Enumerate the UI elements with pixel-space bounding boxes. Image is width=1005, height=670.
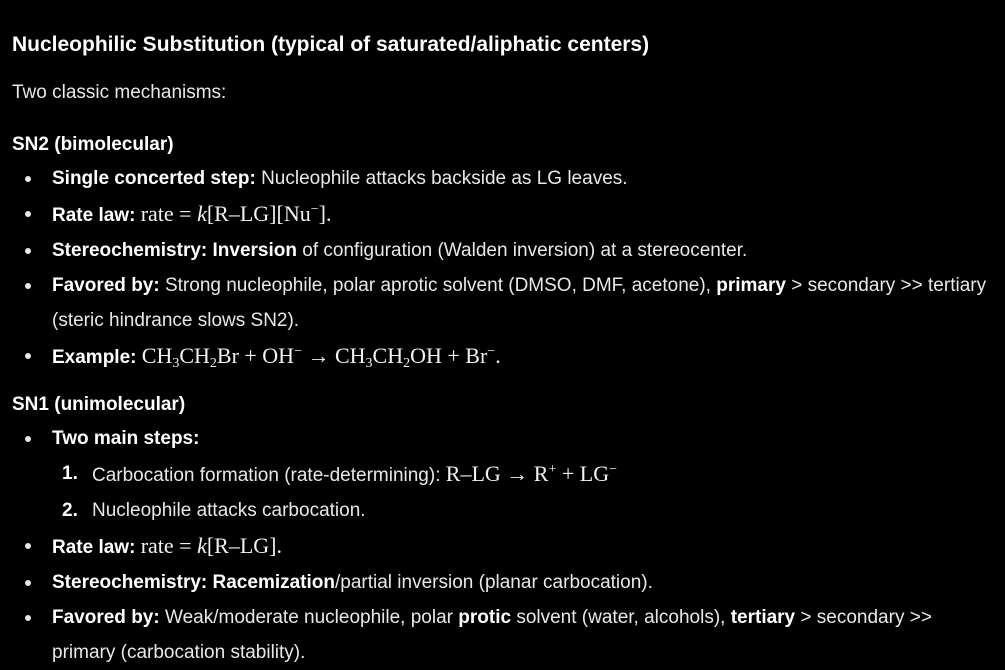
intro-text: Two classic mechanisms: [12, 82, 227, 103]
sn1-steps-list [52, 456, 997, 528]
list-item [12, 196, 997, 233]
sn1-heading: SN1 (unimolecular) [12, 394, 186, 415]
list-item [12, 268, 997, 338]
section-title: Nucleophilic Substitution (typical of saturated/aliphatic centers) [12, 33, 650, 56]
step-number: 2. [62, 500, 78, 521]
sn2-stereo-keyword: Inversion [212, 240, 297, 261]
sn1-favored-label: Favored by: [52, 607, 160, 628]
sn2-step-label: Single concerted step: [52, 168, 256, 189]
sn2-example-label: Example: [52, 347, 137, 368]
sn1-favored-text-2: solvent (water, alcohols), [516, 607, 726, 628]
sn1-step2-text: Nucleophile attacks carbocation. [92, 500, 366, 521]
sn1-rate-label: Rate law: [52, 537, 136, 558]
list-item [12, 338, 997, 375]
sn2-step-text: Nucleophile attacks backside as LG leaves. [261, 168, 628, 189]
sn2-rate-label: Rate law: [52, 205, 136, 226]
sn1-favored-keyword-1: protic [458, 607, 512, 628]
sn1-favored-keyword-2: tertiary [730, 607, 796, 628]
sn2-stereo-text: of configuration (Walden inversion) at a stereocenter. [302, 240, 748, 261]
sn1-favored-text-3: > secondary >> primary (carbocation stability). [52, 607, 932, 663]
sn1-step1-text: Carbocation formation (rate-determining): [92, 465, 441, 486]
sn1-stereo-text: /partial inversion (planar carbocation). [335, 572, 653, 593]
sn1-rate-equation: rate = k[R–LG]. [140, 533, 282, 558]
sn2-list [12, 161, 997, 375]
sn1-steps-label: Two main steps: [52, 428, 200, 449]
sn1-stereo-label: Stereochemistry: [52, 572, 208, 593]
sn2-favored-text-2: > secondary >> tertiary (steric hindrance slows SN2). [52, 275, 987, 331]
list-item [52, 456, 997, 493]
list-item [12, 565, 997, 600]
sn2-favored-keyword: primary [716, 275, 786, 296]
sn2-example-equation: $CH_3CH_2Br + OH^- \to CH_3CH_2OH + Br^-$. [141, 343, 501, 371]
sn1-favored-text-1: Weak/moderate nucleophile, polar [164, 607, 453, 628]
list-item [12, 161, 997, 196]
list-item [52, 493, 997, 528]
sn2-favored-label: Favored by: [52, 275, 160, 296]
sn2-rate-equation: rate = k[R–LG][Nu−]. [140, 201, 332, 226]
list-item [12, 600, 997, 670]
sn1-stereo-keyword: Racemization [212, 572, 335, 593]
list-item [12, 528, 997, 565]
sn1-list [12, 421, 997, 670]
list-item [12, 421, 997, 528]
sn2-stereo-label: Stereochemistry: [52, 240, 208, 261]
sn2-favored-text-1: Strong nucleophile, polar aprotic solvent (DMSO, DMF, acetone), [164, 275, 711, 296]
step-number: 1. [62, 463, 78, 484]
sn1-step1-equation: R–LG → R+ + LG− [445, 461, 618, 486]
list-item [12, 233, 997, 268]
sn2-heading: SN2 (bimolecular) [12, 134, 174, 155]
